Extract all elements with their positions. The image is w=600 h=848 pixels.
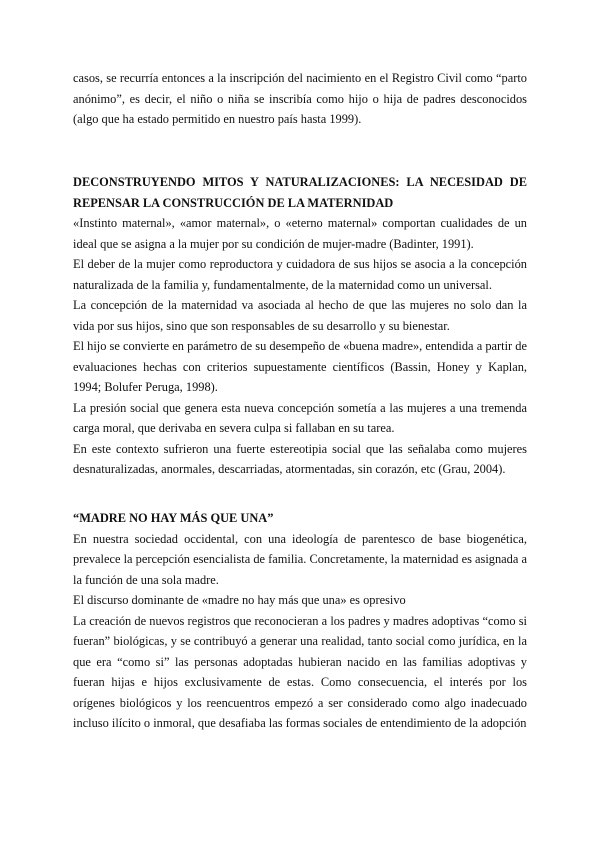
- paragraph: En nuestra sociedad occidental, con una ideología de parentesco de base biogenética, prevalece la percepción esencialista de familia. Concretamente, la maternidad es asignada a la función de una sola madre.: [73, 531, 527, 587]
- paragraph: «Instinto maternal», «amor maternal», o «eterno maternal» comportan cualidades de un ideal que se asigna a la mujer por su condición de mujer-madre (Badinter, 1991).: [73, 216, 527, 251]
- paragraph: En este contexto sufrieron una fuerte estereotipia social que las señalaba como mujeres desnaturalizadas, anormales, descarriadas, atormentadas, sin corazón, etc (Grau, 2004).: [73, 441, 527, 476]
- paragraph: El hijo se convierte en parámetro de su desempeño de «buena madre», entendida a partir de evaluaciones hechas con criterios supuestamente científicos (Bassin, Honey y Kaplan, 1994; Bolufer Peruga, 1998).: [73, 339, 527, 394]
- intro-paragraph: casos, se recurría entonces a la inscripción del nacimiento en el Registro Civil como “parto anónimo”, es decir, el niño o niña se inscribía como hijo o hija de padres desconocidos (algo que ha estado permitido en nuestro país hasta 1999).: [73, 71, 527, 126]
- intro-block: [73, 68, 527, 130]
- section-deconstruyendo-mitos: [73, 172, 527, 480]
- paragraph: La concepción de la maternidad va asociada al hecho de que las mujeres no solo dan la vida por sus hijos, sino que son responsables de su desarrollo y su bienestar.: [73, 298, 527, 333]
- paragraph: La creación de nuevos registros que reconocieran a los padres y madres adoptivas “como si fueran” biológicas, y se contribuyó a generar una realidad, tanto social como jurídica, en la que era “como si” las personas adoptadas hubieran nacido en las familias adoptivas y fueran hijas e hijos exclusivamente de estas. Como consecuencia, el interés por los orígenes biológicos y los reencuentros empezó a ser considerado como algo inadecuado incluso ilícito o inmoral, que desafiaba las formas sociales de entendimiento de la adopción: [73, 613, 527, 730]
- paragraph: El discurso dominante de «madre no hay más que una» es opresivo: [73, 593, 406, 607]
- paragraph: El deber de la mujer como reproductora y cuidadora de sus hijos se asocia a la concepción naturalizada de la familia y, fundamentalmente, de la maternidad como un universal.: [73, 257, 527, 292]
- section-madre-no-hay-mas-que-una: [73, 508, 527, 734]
- paragraph: La presión social que genera esta nueva concepción sometía a las mujeres a una tremenda carga moral, que derivaba en severa culpa si fallaban en su tarea.: [73, 400, 527, 435]
- section-heading: “MADRE NO HAY MÁS QUE UNA”: [73, 511, 274, 525]
- section-heading: DECONSTRUYENDO MITOS Y NATURALIZACIONES: LA NECESIDAD DE REPENSAR LA CONSTRUCCIÓN DE LA MATERNIDAD: [73, 175, 527, 210]
